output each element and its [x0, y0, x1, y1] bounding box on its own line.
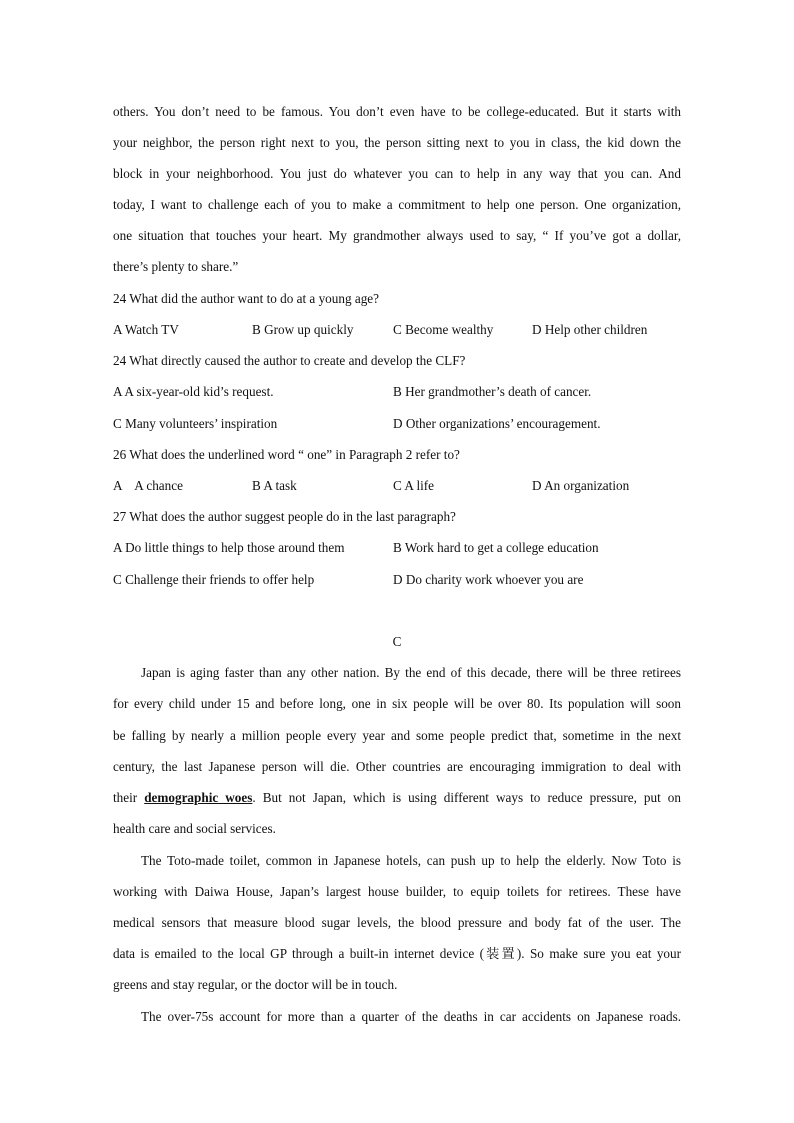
section-heading-c: C	[392, 634, 402, 649]
text-run: their	[113, 790, 145, 805]
passage-c-p2-line-5: greens and stay regular, or the doctor will be in touch.	[113, 977, 398, 992]
option-c: C Become wealthy	[393, 322, 494, 337]
option-b: B Work hard to get a college education	[393, 540, 599, 555]
passage-c-p1-line-5	[113, 790, 681, 806]
passage-c-p1-line-6: health care and social services.	[113, 821, 276, 836]
passage-c-p2-line-4: data is emailed to the local GP through a built-in internet device (装置). So make sure you eat your	[113, 946, 681, 961]
option-a: A A chance	[113, 478, 183, 493]
option-d: D Help other children	[532, 322, 648, 337]
passage-c-p2-line-3: medical sensors that measure blood sugar levels, the blood pressure and body fat of the user. The	[113, 915, 681, 930]
passage-c-p2-line-1: The Toto-made toilet, common in Japanese hotels, can push up to help the elderly. Now Toto is	[141, 853, 681, 868]
option-c: C A life	[393, 478, 435, 493]
option-b: B Her grandmother’s death of cancer.	[393, 384, 592, 399]
passage-b-line-6: there’s plenty to share.”	[113, 259, 239, 274]
question-stem: 24 What did the author want to do at a young age?	[113, 291, 379, 306]
passage-c-p2-line-2: working with Daiwa House, Japan’s largest house builder, to equip toilets for retirees. These have	[113, 884, 681, 899]
option-a: A Watch TV	[113, 322, 179, 337]
passage-c-p1-line-2: for every child under 15 and before long, one in six people will be over 80. Its population will soon	[113, 696, 681, 711]
option-d: D Do charity work whoever you are	[393, 572, 584, 587]
passage-b-line-3: block in your neighborhood. You just do whatever you can to help in any way that you can. And	[113, 166, 681, 181]
question-stem: 24 What directly caused the author to create and develop the CLF?	[113, 353, 466, 368]
passage-c-p3-line-1: The over-75s account for more than a quarter of the deaths in car accidents on Japanese roads.	[141, 1009, 681, 1024]
option-a: A A six-year-old kid’s request.	[113, 384, 274, 399]
option-d: D An organization	[532, 478, 630, 493]
option-b: B A task	[252, 478, 297, 493]
option-c: C Many volunteers’ inspiration	[113, 416, 278, 431]
passage-b-line-1: others. You don’t need to be famous. You don’t even have to be college-educated. But it starts with	[113, 104, 681, 119]
option-a: A Do little things to help those around them	[113, 540, 345, 555]
option-c: C Challenge their friends to offer help	[113, 572, 315, 587]
passage-b-line-5: one situation that touches your heart. My grandmother always used to say, “ If you’ve got a dollar,	[113, 228, 681, 243]
option-b: B Grow up quickly	[252, 322, 354, 337]
passage-b-line-4: today, I want to challenge each of you to make a commitment to help one person. One organization,	[113, 197, 681, 212]
passage-c-p1-line-3: be falling by nearly a million people every year and some people predict that, sometime in the next	[113, 728, 681, 743]
passage-b-line-2: your neighbor, the person right next to you, the person sitting next to you in class, the kid down the	[113, 135, 681, 150]
underlined-phrase: demographic woes	[144, 790, 253, 805]
passage-c-p1-line-1: Japan is aging faster than any other nation. By the end of this decade, there will be three retirees	[141, 665, 681, 680]
question-stem: 26 What does the underlined word “ one” in Paragraph 2 refer to?	[113, 447, 460, 462]
passage-c-p1-line-4: century, the last Japanese person will die. Other countries are encouraging immigration to deal with	[113, 759, 681, 774]
question-stem: 27 What does the author suggest people do in the last paragraph?	[113, 509, 456, 524]
option-d: D Other organizations’ encouragement.	[393, 416, 601, 431]
text-run: . But not Japan, which is using different ways to reduce pressure, put on	[252, 790, 681, 805]
